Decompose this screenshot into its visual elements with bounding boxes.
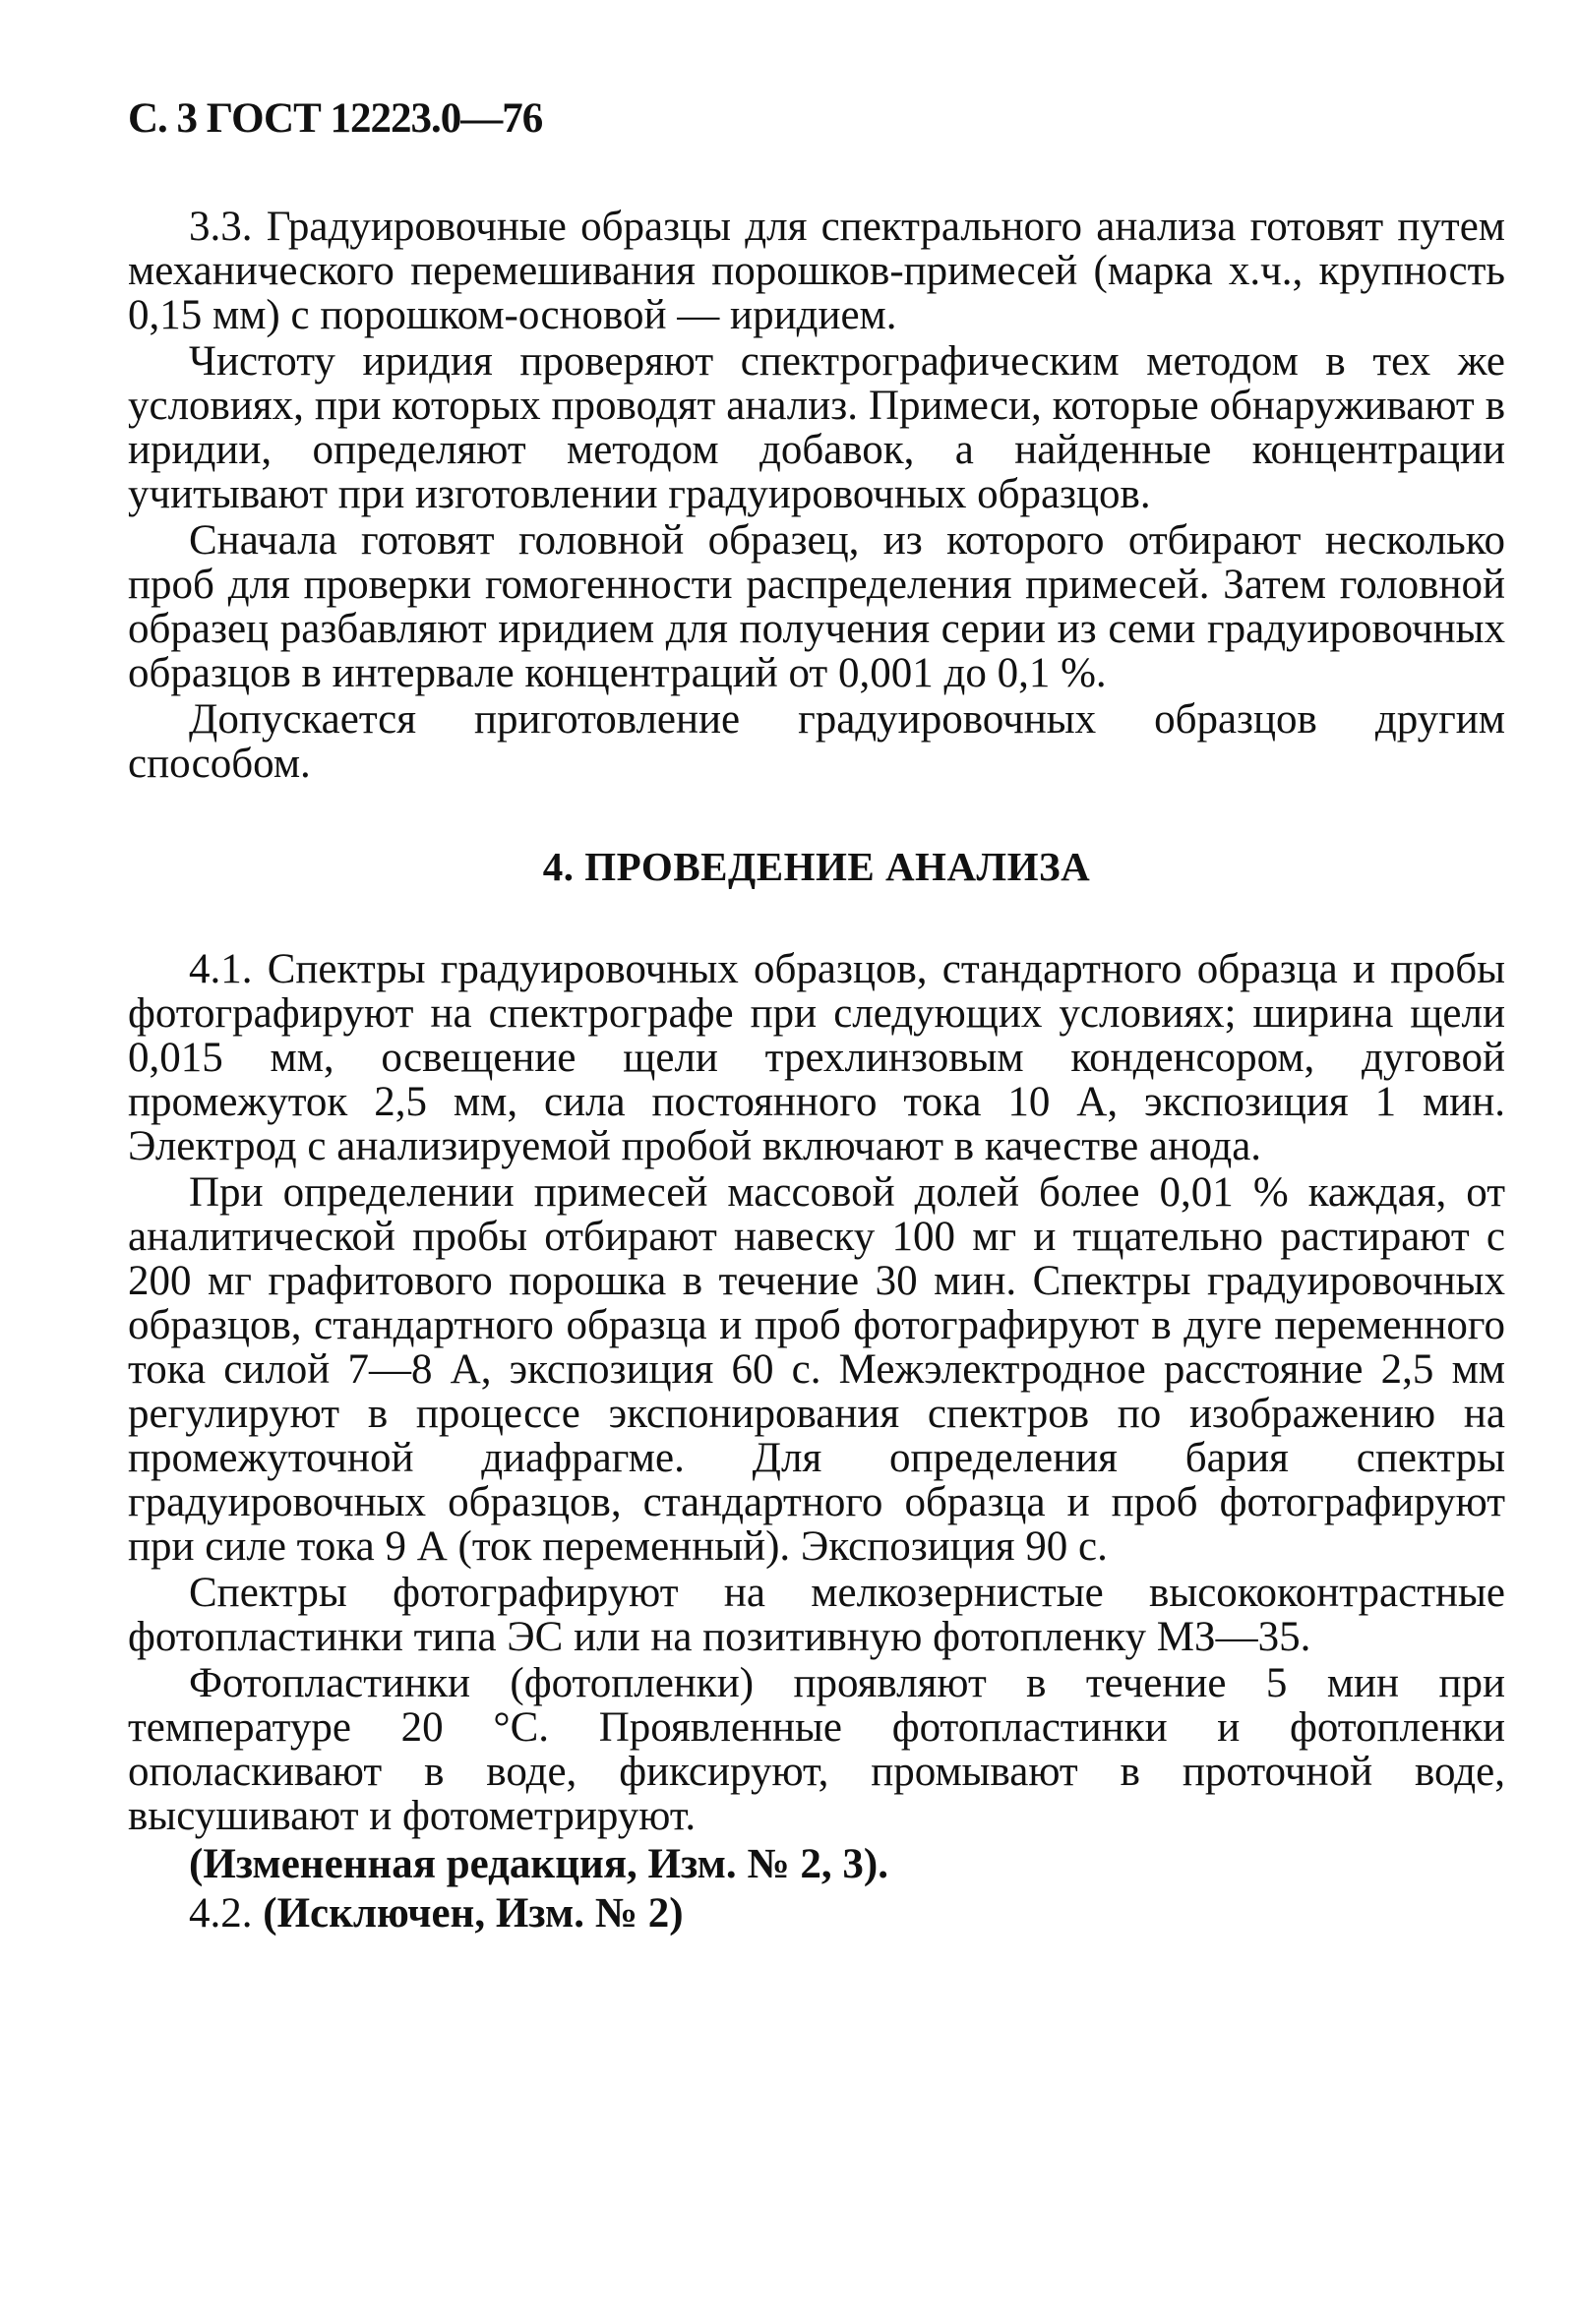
amendment-note: (Измененная редакция, Изм. № 2, 3). <box>189 1841 888 1887</box>
paragraph-impurity-determination: При определении примесей массовой долей более 0,01 % каждая, от аналитической пробы отбирают навеску 100 мг и тщательно растирают с 200 мг графитового порошка в течение 30 мин. Спектры градуировочных образцов, стандартного образца и проб фотографируют в дуге переменного тока силой 7—8 А, экспозиция 60 с. Межэлектродное расстояние 2,5 мм регулируют в процессе экспонирования спектров по изображению на промежуточной диафрагме. Для определения бария спектры градуировочных образцов, стандартного образца и проб фотографируют при силе тока 9 А (ток переменный). Экспозиция 90 с. <box>128 1169 1505 1570</box>
item-4-2 <box>128 1889 1505 1938</box>
item-4-2-number: 4.2. <box>189 1890 253 1937</box>
paragraph-3-3: 3.3. Градуировочные образцы для спектрального анализа готовят путем механического перемешивания порошков-примесей (марка х.ч., крупность 0,15 мм) с порошком-основой — иридием. <box>128 204 1505 338</box>
paragraph-development: Фотопластинки (фотопленки) проявляют в течение 5 мин при температуре 20 °С. Проявленные фотопластинки и фотопленки ополаскивают в воде, фиксируют, промывают в проточной воде, высушивают и фотометрируют. <box>128 1660 1505 1839</box>
item-4-2-text: (Исключен, Изм. № 2) <box>263 1890 684 1937</box>
paragraph-photo-plates: Спектры фотографируют на мелкозернистые высококонтрастные фотопластинки типа ЭС или на позитивную фотопленку МЗ—35. <box>128 1570 1505 1660</box>
paragraph-head-sample: Сначала готовят головной образец, из которого отбирают несколько проб для проверки гомогенности распределения примесей. Затем головной образец разбавляют иридием для получения серии из семи градуировочных образцов в интервале концентраций от 0,001 до 0,1 %. <box>128 517 1505 696</box>
document-page <box>128 94 1505 1938</box>
paragraph-alternative-method: Допускается приготовление градуировочных образцов другим способом. <box>128 696 1505 787</box>
paragraph-4-1: 4.1. Спектры градуировочных образцов, стандартного образца и пробы фотографируют на спектрографе при следующих условиях; ширина щели 0,015 мм, освещение щели трехлинзовым конденсором, дуговой промежуток 2,5 мм, сила постоянного тока 10 А, экспозиция 1 мин. Электрод с анализируемой пробой включают в качестве анода. <box>128 946 1505 1169</box>
page-header: С. 3 ГОСТ 12223.0—76 <box>128 95 543 142</box>
paragraph-iridium-purity: Чистоту иридия проверяют спектрографическим методом в тех же условиях, при которых проводят анализ. Примеси, которые обнаруживают в иридии, определяют методом добавок, а найденные концентрации учитывают при изготовлении градуировочных образцов. <box>128 338 1505 517</box>
section-title-analysis: 4. ПРОВЕДЕНИЕ АНАЛИЗА <box>542 844 1091 889</box>
